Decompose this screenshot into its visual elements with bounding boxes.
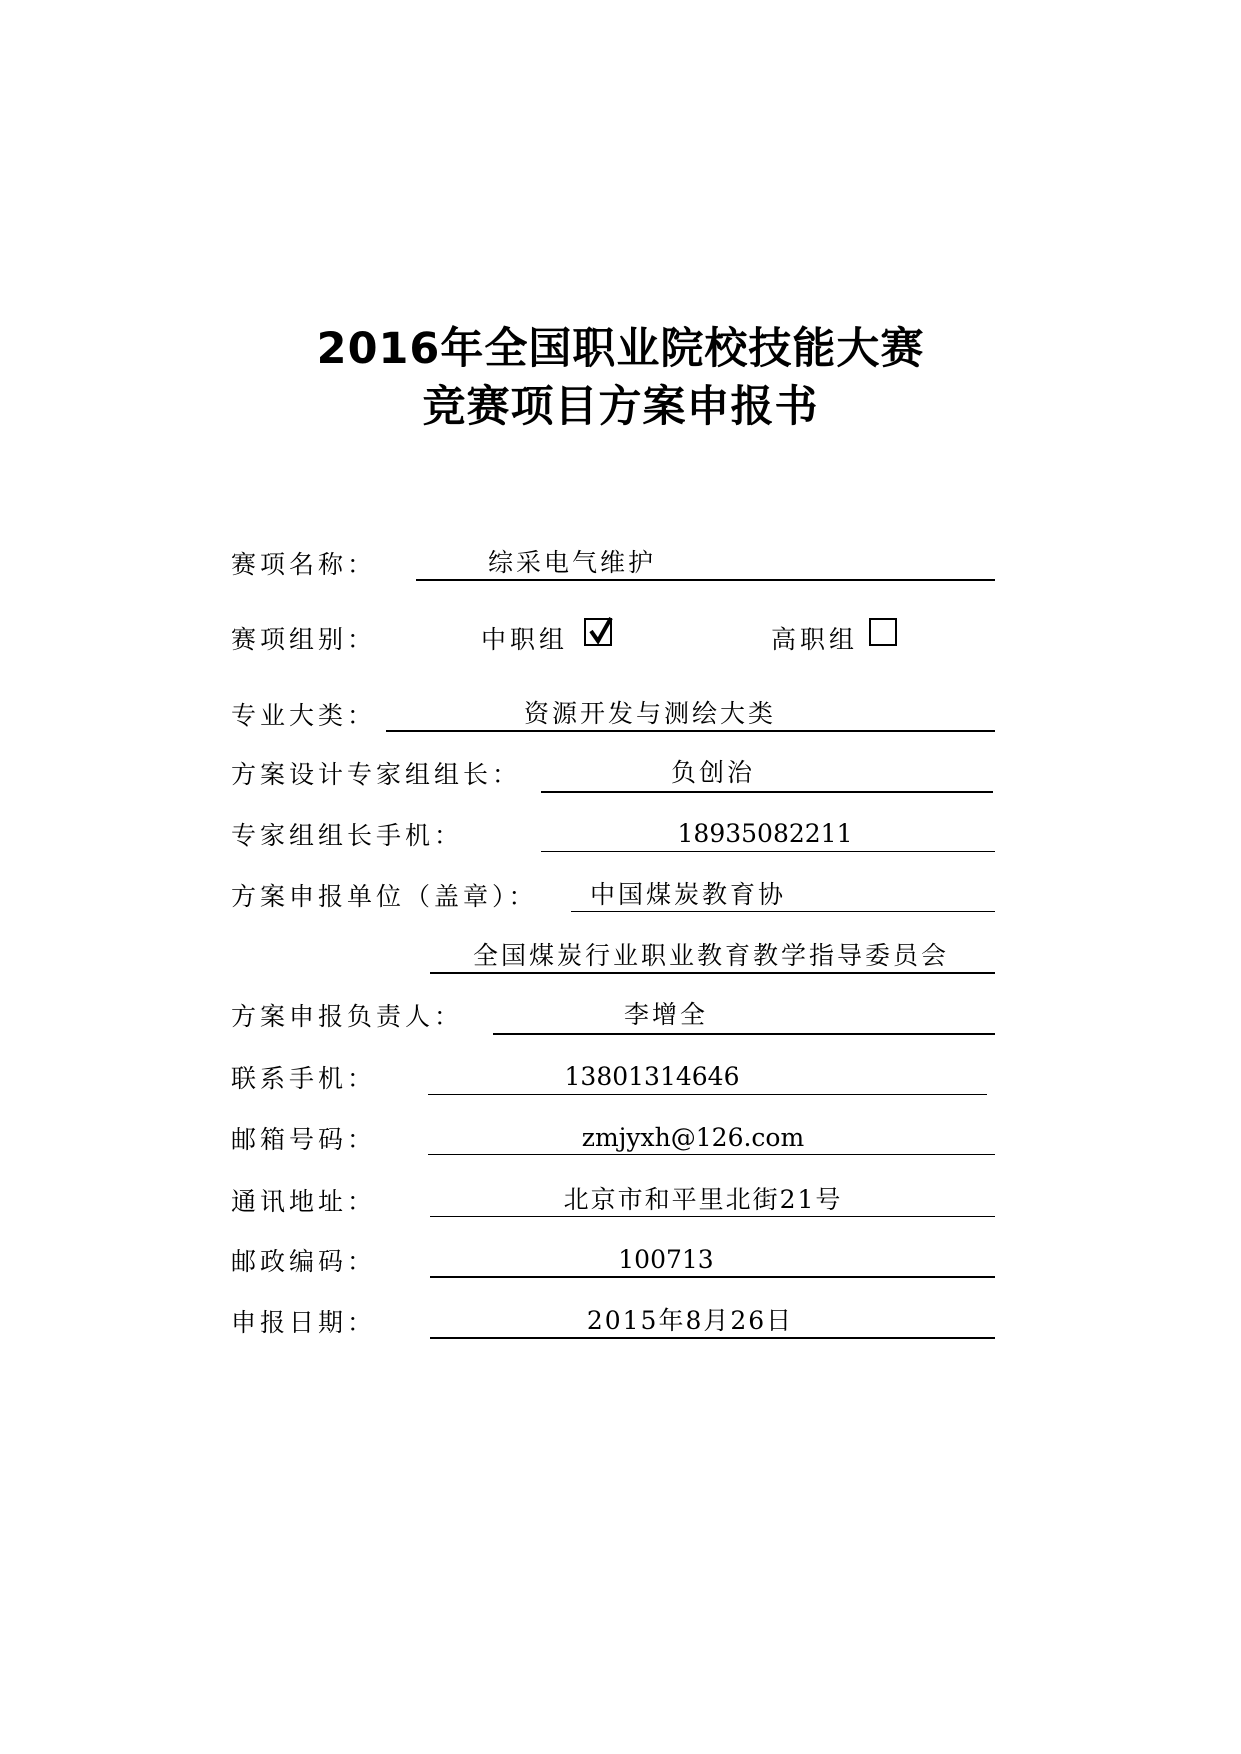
responsible-person-label: 方案申报负责人： <box>231 1002 464 1031</box>
expert-leader-underline <box>541 791 993 793</box>
email-value: zmjyxh@126.com <box>581 1123 805 1152</box>
event-name-label: 赛项名称： <box>231 550 377 579</box>
email-underline <box>428 1154 995 1155</box>
postcode-label: 邮政编码： <box>231 1247 377 1276</box>
responsible-person-underline <box>493 1033 995 1035</box>
expert-phone-label: 专家组组长手机： <box>231 821 464 850</box>
address-underline <box>430 1216 995 1217</box>
event-name-underline <box>416 579 995 581</box>
date-underline <box>430 1337 995 1339</box>
applicant-unit-underline-2 <box>430 972 995 974</box>
event-name-value: 综采电气维护 <box>487 548 657 577</box>
date-value: 2015年8月26日 <box>586 1306 794 1335</box>
secondary-vocational-checkbox[interactable] <box>584 618 612 646</box>
expert-leader-label: 方案设计专家组组长： <box>231 760 522 789</box>
email-label: 邮箱号码： <box>231 1125 377 1154</box>
event-group-label: 赛项组别： <box>231 625 377 654</box>
address-label: 通讯地址： <box>231 1187 377 1216</box>
major-category-label: 专业大类： <box>231 701 377 730</box>
expert-phone-underline <box>541 851 995 852</box>
expert-leader-value: 负创治 <box>670 758 756 787</box>
secondary-vocational-label: 中职组 <box>481 625 569 654</box>
postcode-value: 100713 <box>618 1245 714 1274</box>
applicant-unit-underline <box>571 911 995 912</box>
higher-vocational-label: 高职组 <box>771 625 859 654</box>
applicant-unit-value: 中国煤炭教育协 <box>590 880 787 909</box>
contact-phone-underline <box>428 1094 987 1095</box>
major-category-value: 资源开发与测绘大类 <box>523 699 777 728</box>
applicant-unit-label: 方案申报单位（盖章）： <box>231 882 538 911</box>
higher-vocational-checkbox[interactable] <box>869 618 897 646</box>
contact-phone-label: 联系手机： <box>231 1064 377 1093</box>
checkmark-icon <box>588 616 614 646</box>
expert-phone-value: 18935082211 <box>677 819 853 848</box>
document-title-line2: 竞赛项目方案申报书 <box>422 382 819 432</box>
major-category-underline <box>386 730 995 732</box>
contact-phone-value: 13801314646 <box>564 1062 740 1091</box>
postcode-underline <box>430 1276 995 1278</box>
applicant-unit-value-line2: 全国煤炭行业职业教育教学指导委员会 <box>472 941 950 970</box>
address-value: 北京市和平里北街21号 <box>563 1185 843 1214</box>
date-label: 申报日期： <box>231 1308 377 1337</box>
document-title-line1: 2016年全国职业院校技能大赛 <box>316 324 925 374</box>
responsible-person-value: 李增全 <box>623 1000 709 1029</box>
